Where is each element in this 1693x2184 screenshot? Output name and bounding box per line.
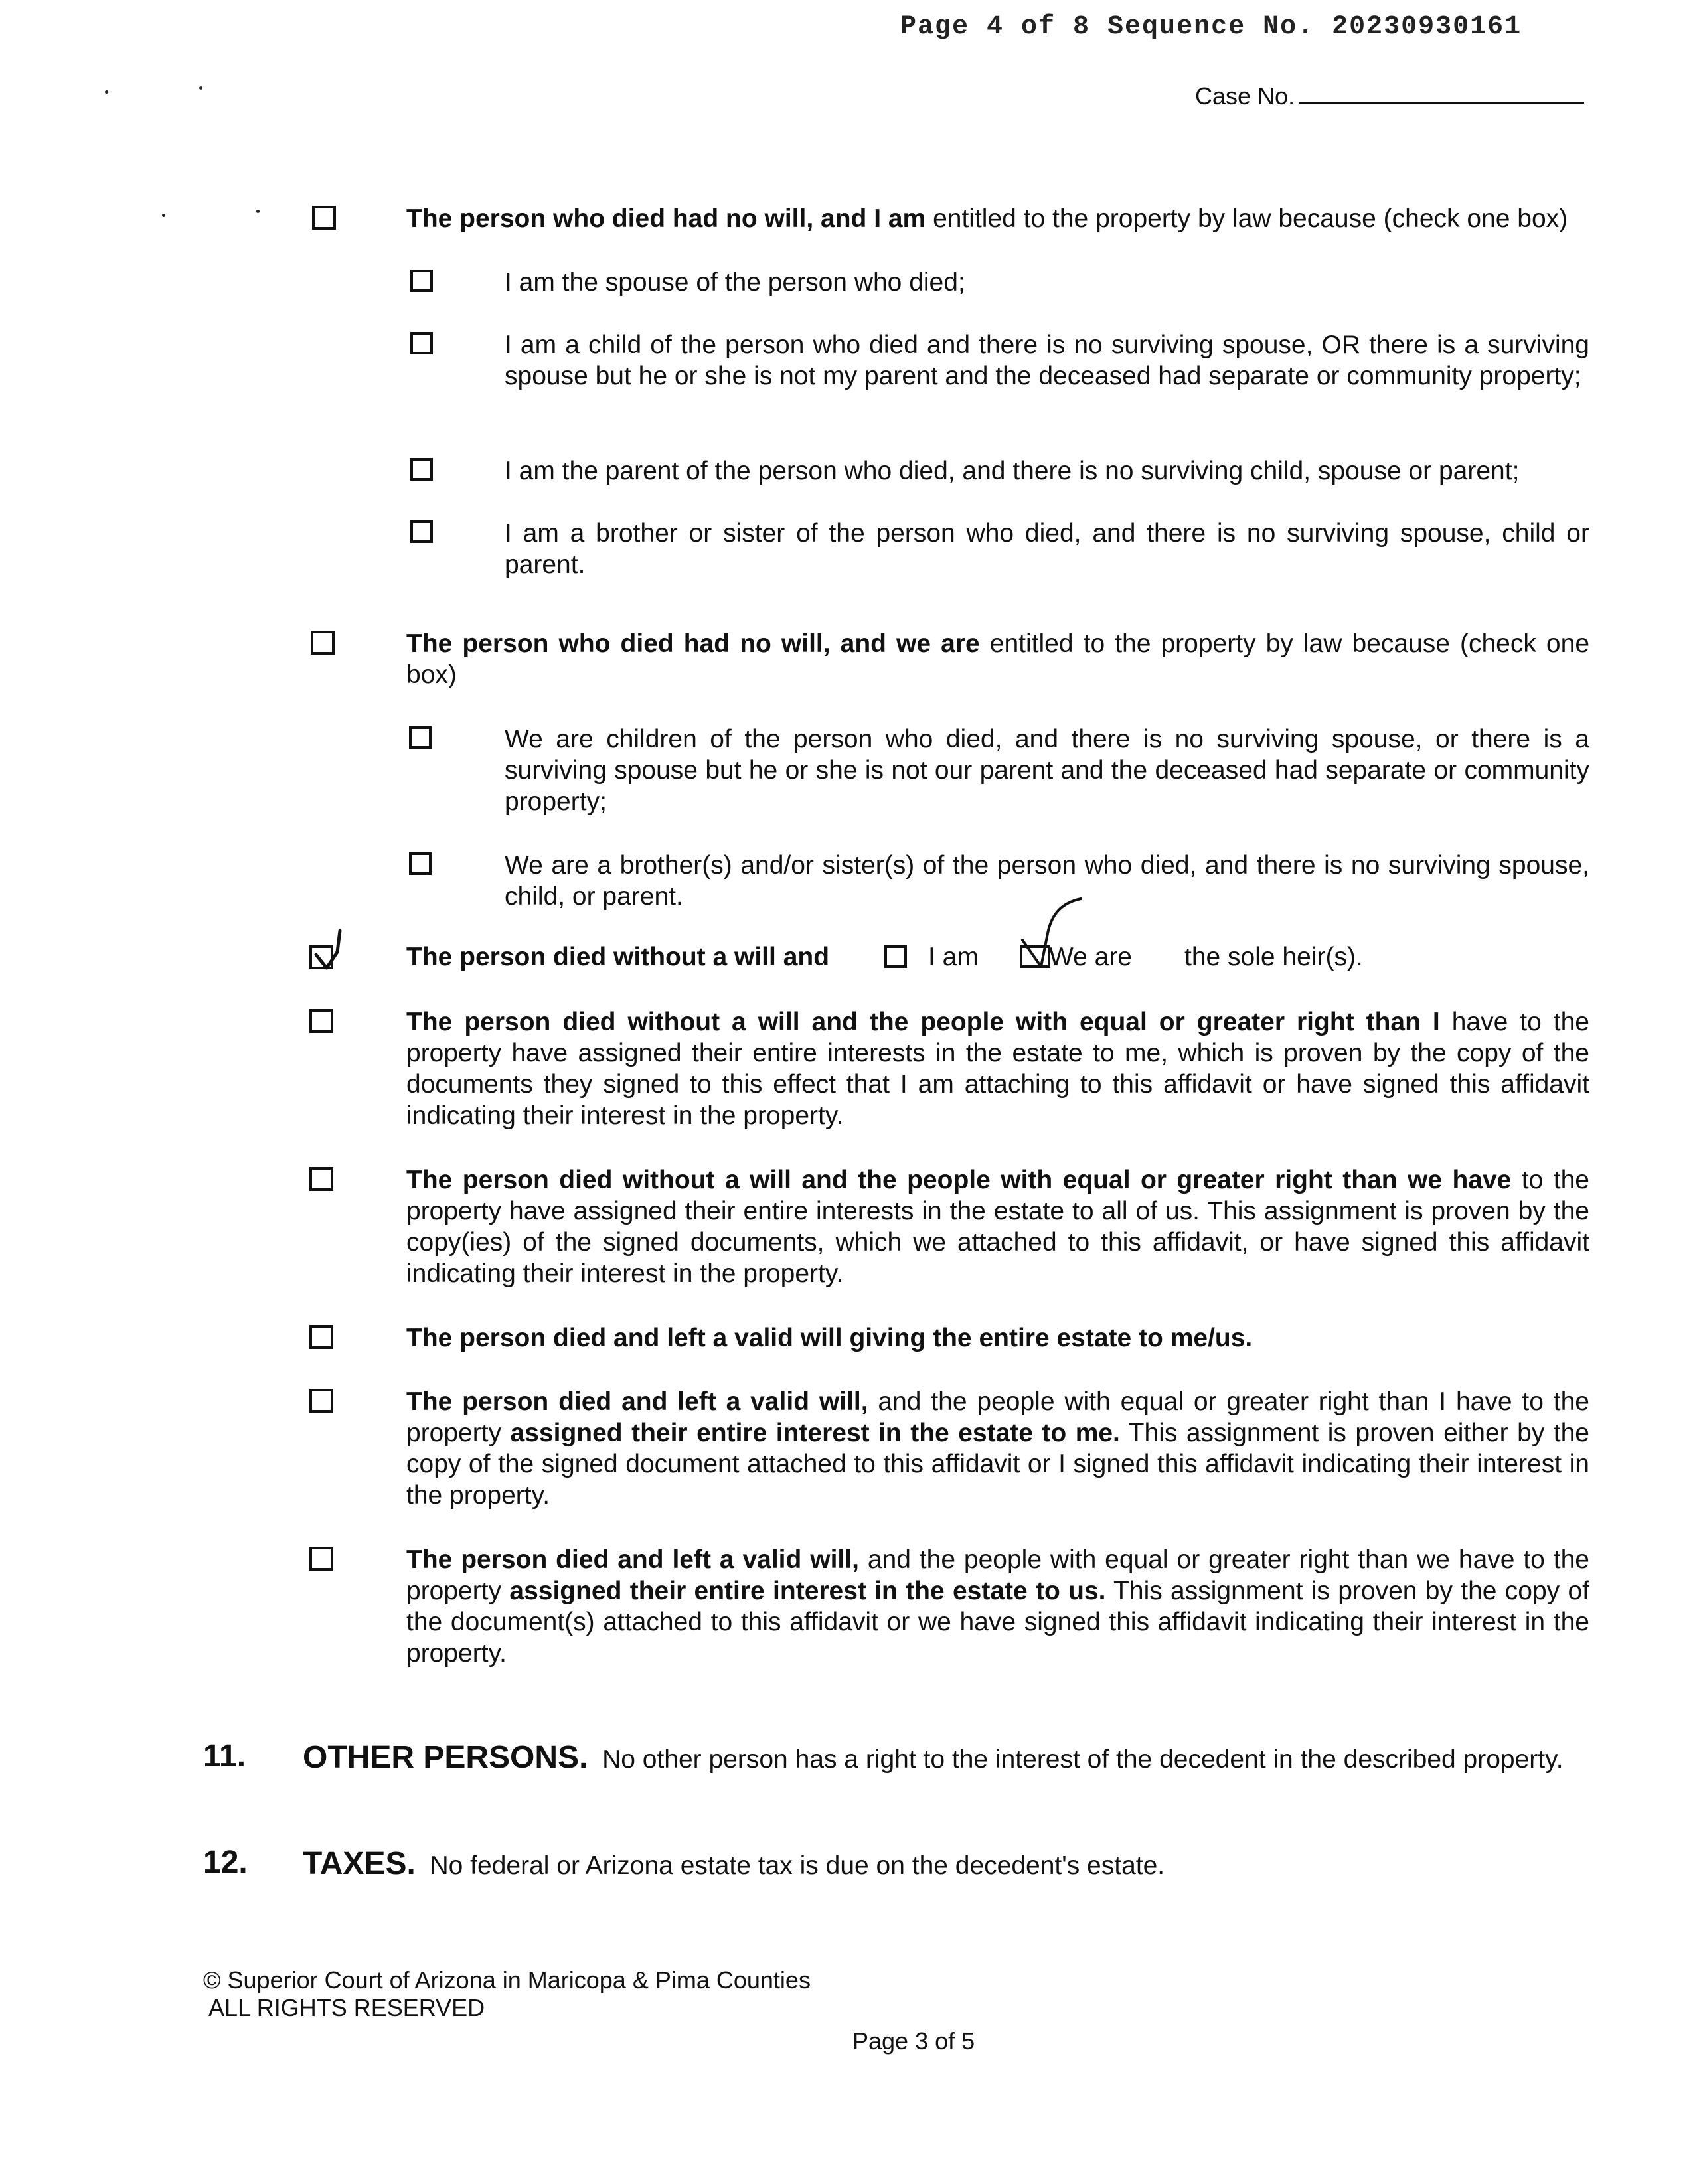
copyright-line: © Superior Court of Arizona in Maricopa & Pima Counties <box>203 1966 811 1993</box>
section-12-taxes <box>303 1848 1589 1881</box>
check-mark-icon <box>1016 894 1102 973</box>
checkbox-valid-will-us[interactable] <box>309 1547 333 1571</box>
copyright-notice <box>203 1966 811 2022</box>
case-number-field <box>1195 82 1593 110</box>
checkbox-child[interactable] <box>410 332 433 354</box>
sole-heir-tail: the sole heir(s). <box>1184 943 1363 971</box>
check-mark-icon <box>307 925 353 976</box>
rights-reserved: ALL RIGHTS RESERVED <box>208 1994 485 2021</box>
option-child: I am a child of the person who died and there is no surviving spouse, OR there is a surviving spouse but he or she is not my parent and the deceased had separate or community property; <box>505 331 1589 390</box>
checkbox-no-will-we-are[interactable] <box>311 631 335 655</box>
checkbox-assigned-us[interactable] <box>309 1167 333 1191</box>
option-sibling: I am a brother or sister of the person who died, and there is no surviving spouse, child or parent. <box>505 519 1589 579</box>
checkbox-sibling[interactable] <box>410 520 433 543</box>
scan-speck <box>199 86 202 90</box>
checkbox-we-siblings[interactable] <box>409 852 432 875</box>
checkbox-no-will-i-am[interactable] <box>312 206 336 230</box>
page-number: Page 3 of 5 <box>852 2027 975 2055</box>
case-number-label: Case No. <box>1195 82 1295 110</box>
checkbox-valid-will-entire[interactable] <box>309 1325 333 1349</box>
i-am-label: I am <box>928 943 979 971</box>
checkbox-assigned-me[interactable] <box>309 1009 333 1033</box>
scan-speck <box>162 214 165 217</box>
option-parent: I am the parent of the person who died, and there is no surviving child, spouse or parent; <box>505 457 1520 485</box>
option-valid-will-us: The person died and left a valid will, and the people with equal or greater right than we have to the property assigned their entire interest in the estate to us. This assignment is proven by the copy of the document(s) attached to this affidavit or we have signed this affidavit indicating their interest in the property. <box>406 1545 1589 1668</box>
section-12-title: TAXES. <box>303 1846 416 1881</box>
sole-heir-label: The person died without a will and <box>406 943 830 971</box>
checkbox-valid-will-me[interactable] <box>309 1389 333 1413</box>
option-valid-will-entire: The person died and left a valid will giving the entire estate to me/us. <box>406 1324 1253 1352</box>
checkbox-we-children[interactable] <box>409 726 432 749</box>
section-11-other-persons <box>303 1742 1589 1775</box>
option-we-children: We are children of the person who died, and there is no surviving spouse, or there is a surviving spouse but he or she is not our parent and the deceased had separate or community property; <box>505 725 1589 816</box>
section-11-number: 11. <box>203 1739 246 1774</box>
checkbox-spouse[interactable] <box>410 270 433 292</box>
case-number-blank[interactable] <box>1299 82 1584 104</box>
option-spouse: I am the spouse of the person who died; <box>505 268 965 297</box>
option-assigned-me: The person died without a will and the people with equal or greater right than I have to the property have assigned their entire interests in the estate to me, which is proven by the copy of the documents they signed to this effect that I am attaching to this affidavit or have signed this affidavit indicating their interest in the property. <box>406 1008 1589 1130</box>
option-assigned-us: The person died without a will and the people with equal or greater right than we have to the property have assigned their entire interests in the estate to all of us. This assignment is proven by the copy(ies) of the signed documents, which we attached to this affidavit, or have signed this affidavit indicating their interest in the property. <box>406 1166 1589 1288</box>
checkbox-parent[interactable] <box>410 458 433 481</box>
checkbox-i-am[interactable] <box>884 945 907 968</box>
section-11-title: OTHER PERSONS. <box>303 1740 588 1775</box>
we-are-label: We are <box>1049 943 1132 971</box>
sequence-header: Page 4 of 8 Sequence No. 20230930161 <box>900 12 1522 42</box>
section-11-body: No other person has a right to the interest of the decedent in the described property. <box>602 1745 1564 1774</box>
option-we-siblings: We are a brother(s) and/or sister(s) of the person who died, and there is no surviving spouse, child, or parent. <box>505 851 1589 911</box>
section-12-number: 12. <box>203 1845 248 1880</box>
option-no-will-i-am: The person who died had no will, and I am entitled to the property by law because (check one box) <box>406 204 1568 233</box>
option-no-will-we-are: The person who died had no will, and we are entitled to the property by law because (check one box) <box>406 629 1590 689</box>
scan-speck <box>105 90 108 94</box>
option-valid-will-me: The person died and left a valid will, and the people with equal or greater right than I have to the property assigned their entire interest in the estate to me. This assignment is proven either by the copy of the signed document attached to this affidavit or I signed this affidavit indicating their interest in the property. <box>406 1387 1590 1510</box>
section-12-body: No federal or Arizona estate tax is due on the decedent's estate. <box>430 1851 1165 1880</box>
scan-speck <box>256 210 260 213</box>
